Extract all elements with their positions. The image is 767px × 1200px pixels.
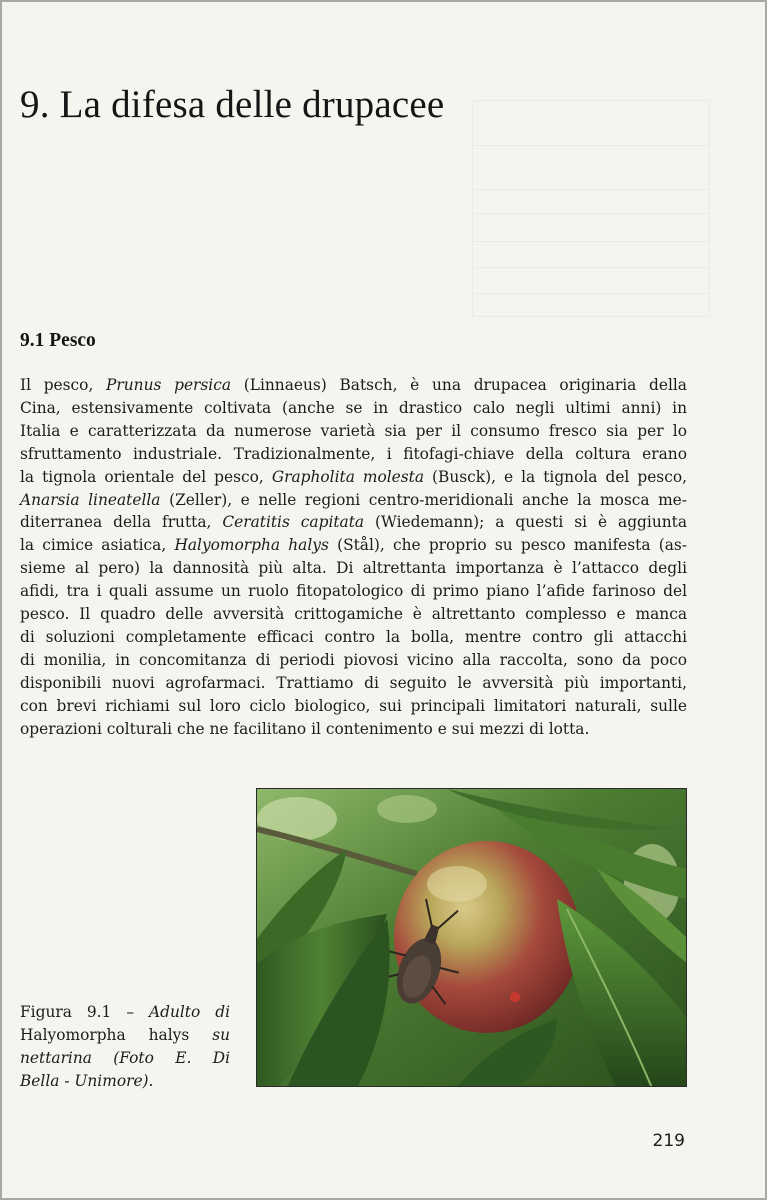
figure-photo bbox=[256, 788, 687, 1087]
text-run: Il pesco, bbox=[20, 376, 107, 394]
text-run: (Zeller), e nelle regioni centro-meridionali anche la mosca me- bbox=[160, 490, 687, 509]
body-line bbox=[20, 649, 687, 672]
caption-line bbox=[20, 1024, 230, 1047]
chapter-title: 9. La difesa delle drupacee bbox=[20, 83, 445, 126]
body-line bbox=[20, 466, 687, 489]
italic-text: Bella - Unimore). bbox=[20, 1071, 154, 1090]
italic-text: su bbox=[212, 1025, 230, 1044]
page-number: 219 bbox=[652, 1131, 685, 1151]
text-run: pesco. Il quadro delle avversità crittogamiche è altrettanto complesso e manca bbox=[20, 605, 687, 624]
text-run: Halyomorpha halys bbox=[20, 1025, 213, 1044]
text-run: (Stål), che proprio su pesco manifesta (as- bbox=[328, 536, 687, 555]
body-line bbox=[20, 534, 687, 557]
text-run: (Linnaeus) Batsch, è una drupacea originaria della bbox=[231, 376, 687, 394]
caption-line bbox=[20, 1001, 230, 1024]
text-run: (Busck), e la tignola del pesco, bbox=[424, 467, 687, 486]
text-run: Figura 9.1 – bbox=[20, 1003, 149, 1021]
body-line bbox=[20, 489, 687, 512]
body-line bbox=[20, 672, 687, 695]
italic-text: Anarsia lineatella bbox=[20, 490, 161, 509]
figure-caption bbox=[20, 1001, 230, 1093]
italic-text: Adulto di bbox=[149, 1003, 231, 1021]
body-line bbox=[20, 443, 687, 466]
body-line bbox=[20, 557, 687, 580]
bleed-through-table bbox=[472, 100, 710, 317]
body-line bbox=[20, 374, 687, 397]
text-run: con brevi richiami sul loro ciclo biologico, sui principali limitatori naturali, sulle bbox=[20, 696, 687, 715]
text-run: sfruttamento industriale. Tradizionalmente, i fitofagi-chiave della coltura erano bbox=[20, 444, 687, 463]
caption-line bbox=[20, 1070, 230, 1093]
body-line bbox=[20, 397, 687, 420]
body-paragraph bbox=[20, 374, 687, 741]
text-run: diterranea della frutta, bbox=[20, 513, 223, 532]
body-line bbox=[20, 603, 687, 626]
text-run: la cimice asiatica, bbox=[20, 536, 175, 555]
text-run: di monilia, in concomitanza di periodi piovosi vicino alla raccolta, sono da poco bbox=[20, 650, 687, 669]
italic-text: Halyomorpha halys bbox=[174, 536, 329, 555]
body-line bbox=[20, 626, 687, 649]
body-line bbox=[20, 511, 687, 534]
body-line bbox=[20, 695, 687, 718]
text-run: (Wiedemann); a questi si è aggiunta bbox=[364, 513, 688, 532]
text-run: operazioni colturali che ne facilitano il contenimento e sui mezzi di lotta. bbox=[20, 719, 590, 738]
body-line bbox=[20, 580, 687, 603]
body-line bbox=[20, 420, 687, 443]
text-run: afidi, tra i quali assume un ruolo fitopatologico di primo piano l’afide farinoso del bbox=[20, 582, 687, 601]
italic-text: nettarina (Foto E. Di bbox=[20, 1048, 230, 1067]
text-run: disponibili nuovi agrofarmaci. Trattiamo di seguito le avversità più importanti, bbox=[20, 673, 687, 692]
text-run: di soluzioni completamente efficaci contro la bolla, mentre contro gli attacchi bbox=[20, 627, 687, 646]
italic-text: Grapholita molesta bbox=[271, 467, 425, 486]
body-line bbox=[20, 718, 687, 741]
italic-text: Ceratitis capitata bbox=[222, 513, 365, 532]
text-run: la tignola orientale del pesco, bbox=[20, 467, 272, 486]
italic-text: Prunus persica bbox=[106, 376, 232, 394]
text-run: Italia e caratterizzata da numerose varietà sia per il consumo fresco sia per lo bbox=[20, 421, 687, 440]
text-run: Cina, estensivamente coltivata (anche se in drastico calo negli ultimi anni) in bbox=[20, 398, 687, 417]
section-title: 9.1 Pesco bbox=[20, 330, 96, 351]
caption-line bbox=[20, 1047, 230, 1070]
text-run: sieme al pero) la dannosità più alta. Di altrettanta importanza è l’attacco degli bbox=[20, 559, 687, 578]
